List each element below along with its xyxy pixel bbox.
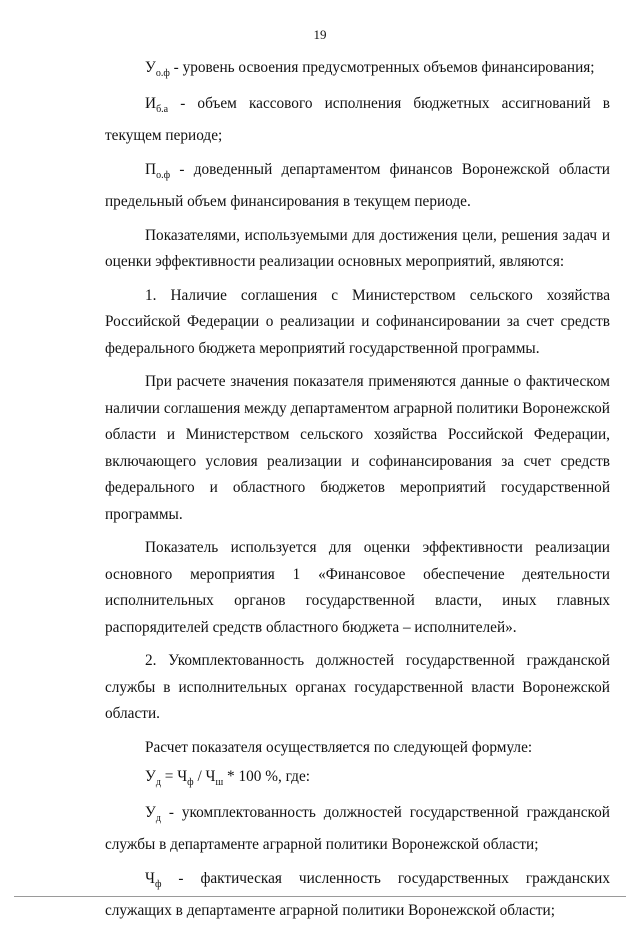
definition-p-of bbox=[105, 157, 610, 216]
formula-text: = Ч bbox=[160, 768, 188, 786]
definition-text: - уровень освоения предусмотренных объемов финансирования; bbox=[169, 59, 595, 76]
definition-text: - доведенный департаментом финансов Воронежской области предельный объем финансирования в текущем периоде. bbox=[105, 160, 610, 211]
page-number: 19 bbox=[313, 27, 327, 42]
symbol-subscript: б.а bbox=[156, 103, 169, 115]
definition-i-ba bbox=[105, 91, 610, 150]
formula-intro: Расчет показателя осуществляется по следующей формуле: bbox=[145, 738, 533, 756]
bottom-divider bbox=[14, 896, 626, 897]
symbol: Ч bbox=[145, 869, 155, 887]
symbol: И bbox=[145, 94, 157, 112]
symbol-subscript: д bbox=[155, 812, 161, 824]
document-body bbox=[105, 55, 610, 932]
definition-text: - объем кассового исполнения бюджетных ассигнований в текущем периоде; bbox=[105, 94, 610, 145]
symbol-subscript: о.ф bbox=[156, 169, 171, 181]
symbol-subscript: ф bbox=[154, 878, 162, 890]
definition-text: - фактическая численность государственных гражданских служащих в департаменте аграрной политики Воронежской области; bbox=[105, 869, 610, 920]
definition-u-d bbox=[105, 800, 610, 859]
definition-u-of bbox=[105, 55, 610, 88]
symbol: У bbox=[145, 803, 156, 821]
formula-text: * 100 %, где: bbox=[223, 768, 310, 786]
indicator-item-2: 2. Укомплектованность должностей государственной гражданской службы в исполнительных органах государственной власти Воронежской области. bbox=[105, 652, 610, 723]
indicator-item-1: 1. Наличие соглашения с Министерством сельского хозяйства Российской Федерации о реализации и софинансировании за счет средств федерального бюджета мероприятий государственной программы. bbox=[105, 286, 610, 357]
symbol: П bbox=[145, 160, 157, 178]
symbol: У bbox=[145, 59, 156, 76]
definition-text: - укомплектованность должностей государственной гражданской службы в департаменте аграрной политики Воронежской области; bbox=[105, 803, 610, 854]
formula-text: У bbox=[145, 768, 156, 786]
formula-subscript: ш bbox=[215, 777, 224, 789]
indicator-1-usage: Показатель используется для оценки эффективности реализации основного мероприятия 1 «Финансовое обеспечение деятельности исполнительных органов государственной власти, иных главных распорядителей средств областного бюджета – исполнителей». bbox=[105, 539, 610, 636]
formula-text: / Ч bbox=[193, 768, 216, 786]
formula bbox=[105, 764, 610, 797]
indicators-intro: Показателями, используемыми для достижения цели, решения задач и оценки эффективности реализации основных мероприятий, являются: bbox=[105, 226, 610, 271]
formula-subscript: д bbox=[155, 777, 161, 789]
indicator-1-calculation: При расчете значения показателя применяются данные о фактическом наличии соглашения между департаментом аграрной политики Воронежской области и Министерством сельского хозяйства Российской Федерации, включающего условия реализации и софинансирования за счет средств федерального и областного бюджетов мероприятий государственной программы. bbox=[105, 373, 610, 523]
formula-subscript: ф bbox=[187, 777, 194, 789]
symbol-subscript: о.ф bbox=[155, 68, 170, 80]
